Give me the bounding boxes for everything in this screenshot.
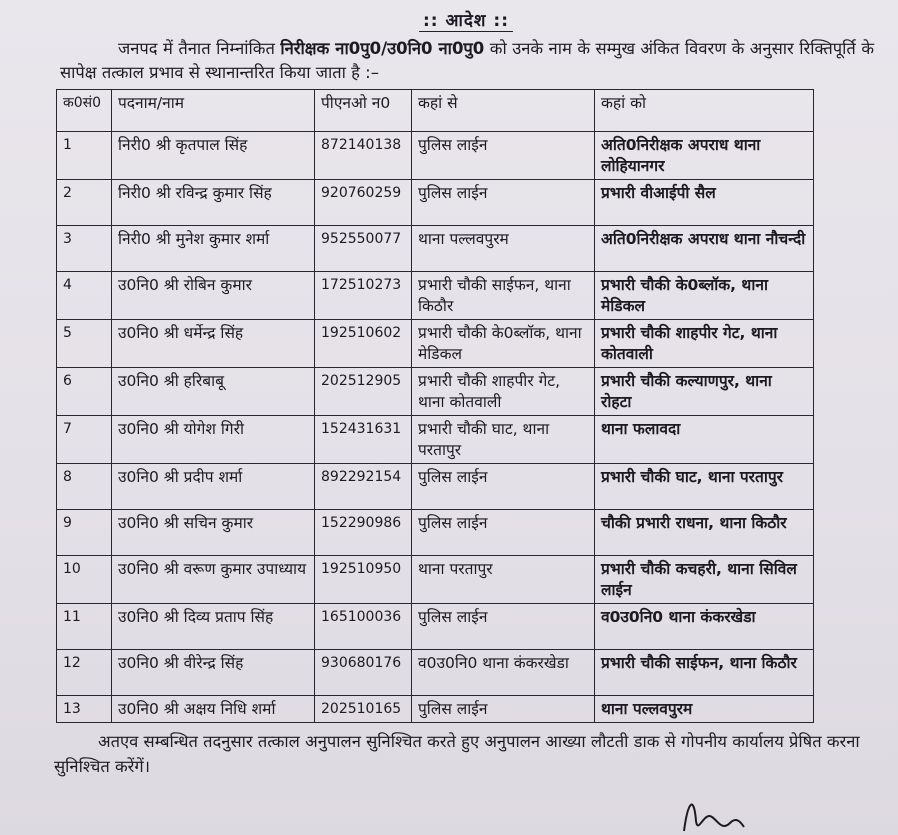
cell-from: प्रभारी चौकी घाट, थाना परतापुर (412, 416, 595, 464)
cell-name: निरी0 श्री मुनेश कुमार शर्मा (112, 226, 315, 272)
cell-to: अति0निरीक्षक अपराध थाना नौचन्दी (595, 226, 814, 272)
transfer-table (56, 89, 814, 723)
cell-serial: 1 (57, 132, 112, 180)
cell-to: व0उ0नि0 थाना कंकरखेडा (595, 604, 814, 650)
cell-pno: 165100036 (315, 604, 412, 650)
cell-from: पुलिस लाईन (412, 132, 595, 180)
cell-name: निरी0 श्री रविन्द्र कुमार सिंह (112, 180, 315, 226)
cell-pno: 202510165 (315, 696, 412, 723)
header-pno: पीएनओ न0 (315, 90, 412, 132)
cell-from: प्रभारी चौकी साईफन, थाना किठौर (412, 272, 595, 320)
table-row (57, 320, 814, 368)
cell-from: पुलिस लाईन (412, 604, 595, 650)
cell-name: उ0नि0 श्री हरिबाबू (112, 368, 315, 416)
cell-to: चौकी प्रभारी राधना, थाना किठौर (595, 510, 814, 556)
cell-name: उ0नि0 श्री सचिन कुमार (112, 510, 315, 556)
header-serial: क0सं0 (57, 90, 112, 132)
order-heading: :: आदेश :: (54, 8, 878, 31)
cell-to: प्रभारी चौकी साईफन, थाना किठौर (595, 650, 814, 696)
header-to: कहां को (595, 90, 814, 132)
cell-name: उ0नि0 श्री अक्षय निधि शर्मा (112, 696, 315, 723)
cell-name: उ0नि0 श्री वरूण कुमार उपाध्याय (112, 556, 315, 604)
cell-pno: 192510950 (315, 556, 412, 604)
table-row (57, 604, 814, 650)
intro-paragraph: जनपद में तैनात निम्नांकित निरीक्षक ना0पु0/उ0नि0 ना0पु0 को उनके नाम के सम्मुख अंकित विवरण के अनुसार रिक्तिपूर्ति के सापेक्ष तत्काल प्रभाव से स्थानान्तरित किया जाता है :– (60, 39, 874, 82)
cell-pno: 152290986 (315, 510, 412, 556)
cell-serial: 9 (57, 510, 112, 556)
cell-name: निरी0 श्री कृतपाल सिंह (112, 132, 315, 180)
cell-to: प्रभारी चौकी कचहरी, थाना सिविल लाईन (595, 556, 814, 604)
cell-serial: 8 (57, 464, 112, 510)
header-from: कहां से (412, 90, 595, 132)
cell-pno: 152431631 (315, 416, 412, 464)
cell-name: उ0नि0 श्री रोबिन कुमार (112, 272, 315, 320)
table-row (57, 650, 814, 696)
table-row (57, 464, 814, 510)
cell-pno: 202512905 (315, 368, 412, 416)
signature-mark (678, 791, 748, 835)
cell-pno: 172510273 (315, 272, 412, 320)
cell-serial: 10 (57, 556, 112, 604)
cell-to: प्रभारी चौकी के0ब्लॉक, थाना मेडिकल (595, 272, 814, 320)
cell-name: उ0नि0 श्री धर्मेन्द्र सिंह (112, 320, 315, 368)
cell-name: उ0नि0 श्री वीरेन्द्र सिंह (112, 650, 315, 696)
closing-paragraph: अतएव सम्बन्धित तदनुसार तत्काल अनुपालन सुनिश्चित करते हुए अनुपालन आख्या लौटती डाक से गोपनीय कार्यालय प्रेषित करना सुनिश्चित करेंगें। (54, 732, 860, 776)
table-row (57, 510, 814, 556)
table-row (57, 368, 814, 416)
cell-serial: 5 (57, 320, 112, 368)
cell-from: प्रभारी चौकी के0ब्लॉक, थाना मेडिकल (412, 320, 595, 368)
cell-name: उ0नि0 श्री योगेश गिरी (112, 416, 315, 464)
table-row (57, 416, 814, 464)
header-name: पदनाम/नाम (112, 90, 315, 132)
cell-from: पुलिस लाईन (412, 464, 595, 510)
cell-pno: 872140138 (315, 132, 412, 180)
cell-serial: 2 (57, 180, 112, 226)
cell-from: पुलिस लाईन (412, 180, 595, 226)
cell-name: उ0नि0 श्री दिव्य प्रताप सिंह (112, 604, 315, 650)
cell-serial: 3 (57, 226, 112, 272)
table-row (57, 272, 814, 320)
cell-from: थाना पल्लवपुरम (412, 226, 595, 272)
cell-serial: 6 (57, 368, 112, 416)
cell-from: पुलिस लाईन (412, 696, 595, 723)
cell-pno: 952550077 (315, 226, 412, 272)
cell-to: प्रभारी वीआईपी सैल (595, 180, 814, 226)
cell-to: अति0निरीक्षक अपराध थाना लोहियानगर (595, 132, 814, 180)
cell-pno: 192510602 (315, 320, 412, 368)
table-row (57, 132, 814, 180)
cell-serial: 4 (57, 272, 112, 320)
cell-from: प्रभारी चौकी शाहपीर गेट, थाना कोतवाली (412, 368, 595, 416)
cell-from: पुलिस लाईन (412, 510, 595, 556)
cell-name: उ0नि0 श्री प्रदीप शर्मा (112, 464, 315, 510)
cell-to: प्रभारी चौकी घाट, थाना परतापुर (595, 464, 814, 510)
table-row (57, 696, 814, 723)
cell-to: थाना पल्लवपुरम (595, 696, 814, 723)
table-header-row (57, 90, 814, 132)
cell-to: थाना फलावदा (595, 416, 814, 464)
cell-to: प्रभारी चौकी शाहपीर गेट, थाना कोतवाली (595, 320, 814, 368)
cell-pno: 930680176 (315, 650, 412, 696)
cell-to: प्रभारी चौकी कल्याणपुर, थाना रोहटा (595, 368, 814, 416)
cell-from: व0उ0नि0 थाना कंकरखेडा (412, 650, 595, 696)
cell-serial: 12 (57, 650, 112, 696)
cell-serial: 13 (57, 696, 112, 723)
table-body (57, 132, 814, 723)
table-row (57, 180, 814, 226)
cell-pno: 892292154 (315, 464, 412, 510)
table-row (57, 556, 814, 604)
table-row (57, 226, 814, 272)
cell-from: थाना परतापुर (412, 556, 595, 604)
cell-serial: 7 (57, 416, 112, 464)
cell-pno: 920760259 (315, 180, 412, 226)
cell-serial: 11 (57, 604, 112, 650)
